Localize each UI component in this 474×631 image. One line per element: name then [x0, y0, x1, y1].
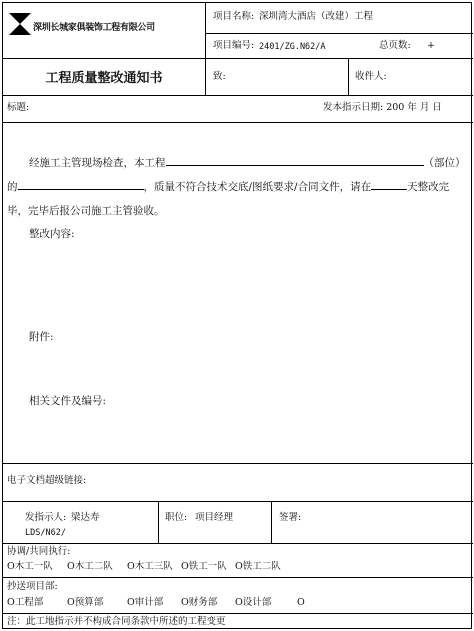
company-name: 深圳长城家俱装饰工程有限公司	[33, 23, 155, 33]
cc-option[interactable]: O工程部	[7, 597, 44, 608]
attachment-label: 附件:	[29, 331, 54, 343]
location-blank[interactable]	[166, 153, 424, 166]
body-line-2	[7, 175, 449, 199]
project-no-value: 2401/ZG.N62/A	[259, 42, 326, 52]
rectify-label: 整改内容:	[29, 228, 75, 240]
coop-option[interactable]: O木工三队	[127, 561, 173, 572]
days-blank[interactable]	[371, 177, 407, 190]
coop-label: 协调/共同执行:	[7, 546, 71, 557]
doc-code: LDS/N62/	[25, 528, 66, 538]
issue-date-label: 发本指示日期: 200 年 月 日	[323, 102, 442, 113]
coop-option[interactable]: O铁工二队	[235, 561, 281, 572]
cc-option[interactable]: O设计部	[235, 597, 272, 608]
position-value: 项目经理	[195, 512, 234, 523]
to-label: 致:	[213, 71, 226, 82]
issuer-label: 发指示人:	[25, 512, 67, 523]
project-name-label: 项目名称:	[213, 11, 255, 22]
body-line2-suffix: 天整改完	[407, 181, 450, 193]
body-line1-prefix: 经施工主管现场检查，本工程	[29, 157, 166, 169]
body-line-3: 毕，完毕后报公司施工主管验收。	[7, 205, 165, 217]
cc-label: 抄送项目部:	[7, 581, 58, 592]
notice-form	[2, 2, 472, 629]
cc-option[interactable]: O	[297, 597, 305, 608]
cc-option[interactable]: O财务部	[181, 597, 218, 608]
coop-option[interactable]: O木工二队	[67, 561, 113, 572]
body-line1-suffix: （部位）	[423, 157, 466, 169]
issue-blank[interactable]	[18, 177, 144, 190]
total-pages-label: 总页数:	[379, 40, 411, 51]
cc-option[interactable]: O审计部	[127, 597, 164, 608]
coop-option[interactable]: O木工一队	[7, 561, 53, 572]
subject-label: 标题:	[7, 102, 30, 113]
recipient-label: 收件人:	[355, 71, 387, 82]
page-title: 工程质量整改通知书	[45, 71, 163, 86]
coop-option[interactable]: O铁工一队	[181, 561, 227, 572]
body-line-1	[29, 151, 466, 175]
project-no-label: 项目编号:	[213, 40, 255, 51]
cc-option[interactable]: O预算部	[67, 597, 104, 608]
project-name-value: 深圳湾大酒店（改建）工程	[259, 11, 374, 22]
footer-note: 注：此工地指示并不构成合同条款中所述的工程变更	[7, 616, 226, 627]
total-pages-value: +	[427, 40, 435, 51]
company-logo-icon	[9, 13, 31, 35]
issuer-value: 梁达寿	[71, 512, 100, 523]
body-line2-prefix: 的	[7, 181, 18, 193]
related-docs-label: 相关文件及编号:	[29, 395, 107, 407]
position-label: 职位:	[165, 512, 188, 523]
sign-label: 签署:	[279, 512, 302, 523]
hyperlink-label: 电子文档超级链接:	[7, 475, 87, 486]
body-line2-middle: ，质量不符合技术交底/图纸要求/合同文件，请在	[143, 181, 372, 193]
